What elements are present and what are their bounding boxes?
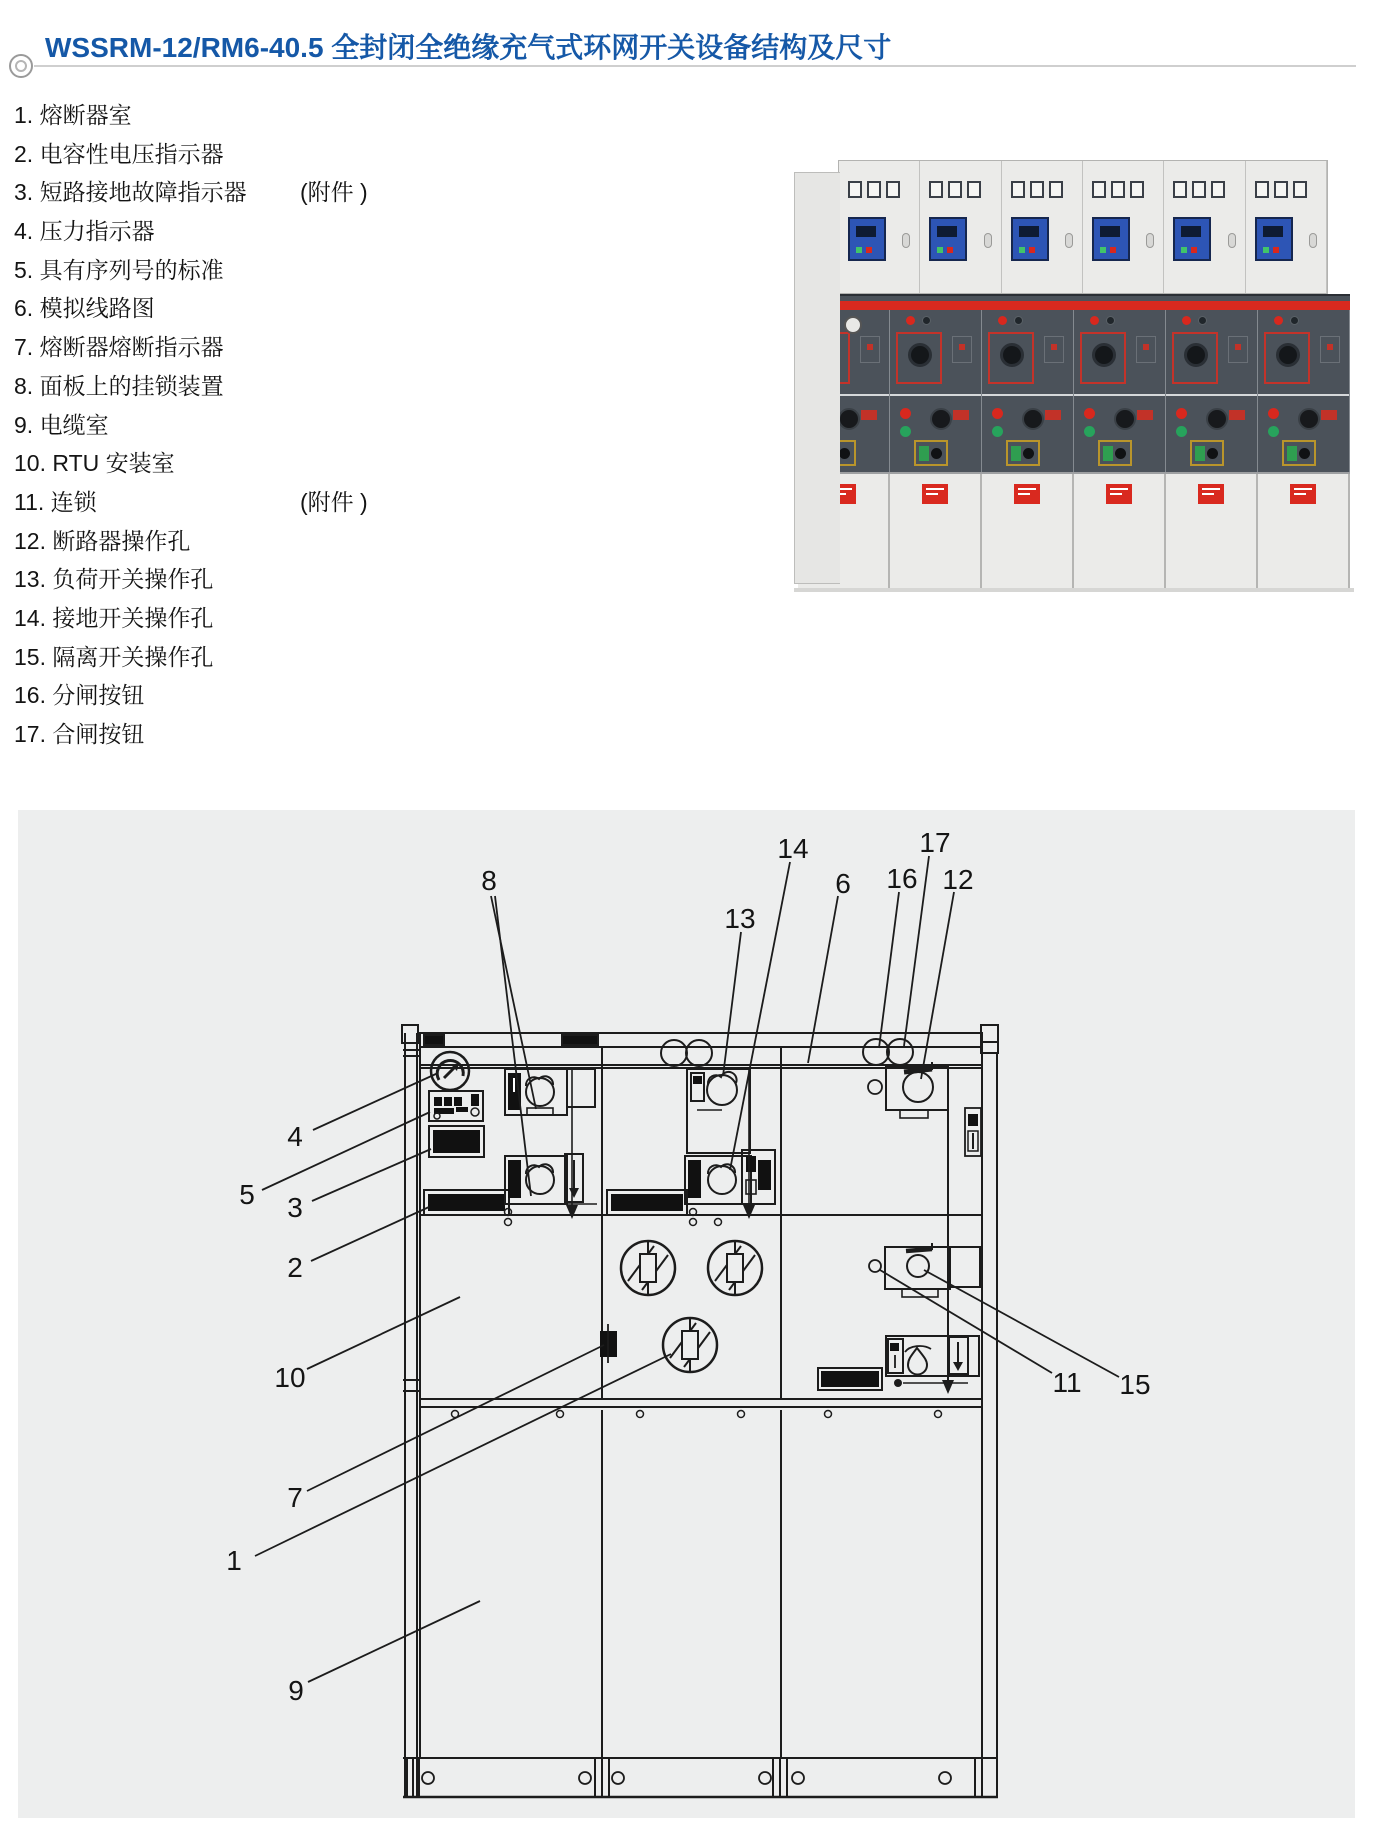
connector-green [1195, 446, 1205, 461]
meter-icon [1049, 181, 1063, 198]
meter-icon [948, 181, 962, 198]
parts-list-item: 6. 模拟线路图 [14, 295, 155, 322]
relay-red-led [947, 247, 953, 253]
fuse-knob-frame [1264, 332, 1310, 384]
red-tag [861, 410, 877, 420]
relay-green-led [1181, 247, 1187, 253]
open-button-icon [1268, 408, 1279, 419]
attachment-note: (附件 ) [300, 488, 368, 515]
fuse-knob-icon [1000, 343, 1024, 367]
meter-row [1173, 181, 1225, 198]
callout-4: 4 [287, 1121, 303, 1152]
callout-2: 2 [287, 1252, 303, 1283]
callout-1: 1 [226, 1545, 242, 1576]
close-button-icon [1268, 426, 1279, 437]
fuse-knob-frame [896, 332, 942, 384]
page-title: WSSRM-12/RM6-40.5 全封闭全绝缘充气式环网开关设备结构及尺寸 [45, 32, 892, 63]
connector-green [919, 446, 929, 461]
photo-cable-door [982, 474, 1074, 590]
bay-side-panel [1320, 336, 1340, 363]
parts-list-item: 10. RTU 安装室 [14, 450, 175, 477]
photo-instrument-box [1083, 161, 1164, 293]
breaker-operator-symbol [868, 1062, 948, 1118]
callout-7: 7 [287, 1482, 303, 1513]
fuse-knob-icon [1092, 343, 1116, 367]
connector-knob [839, 448, 850, 459]
bay-red-dot [1051, 344, 1057, 350]
callout-17: 17 [919, 827, 951, 858]
relay-red-led [1029, 247, 1035, 253]
fuse-window-2 [708, 1241, 762, 1295]
close-button-hole [887, 1039, 913, 1065]
photo-instrument-box [1246, 161, 1327, 293]
base-plinth [403, 1758, 998, 1797]
parts-list-item: 11. 连锁 (附件 ) [14, 483, 494, 522]
warning-label-icon [1198, 484, 1224, 504]
open-button-icon [992, 408, 1003, 419]
photo-bay [1166, 310, 1258, 472]
ring-decoration-inner [15, 60, 27, 72]
bay-side-panel [1136, 336, 1156, 363]
bay-red-dot [1235, 344, 1241, 350]
close-button-icon [1176, 426, 1187, 437]
mimic-line [890, 394, 981, 396]
fuse-knob-frame [1172, 332, 1218, 384]
close-button-icon [900, 426, 911, 437]
callout-10: 10 [274, 1362, 306, 1393]
relay-red-led [1273, 247, 1279, 253]
meter-icon [1293, 181, 1307, 198]
relay-red-led [1110, 247, 1116, 253]
header-divider [34, 65, 1356, 67]
open-button-icon [1176, 408, 1187, 419]
meter-icon [1255, 181, 1269, 198]
photo-side-wall [794, 172, 840, 584]
earth-switch-operator-left [505, 1154, 597, 1204]
parts-list-item: 15. 隔离开关操作孔 [14, 643, 214, 670]
relay-screen [1181, 226, 1201, 237]
relay-green-led [1100, 247, 1106, 253]
meter-icon [848, 181, 862, 198]
meter-icon [867, 181, 881, 198]
dark-indicator-icon [922, 316, 931, 325]
photo-cable-door [1166, 474, 1258, 590]
callout-14: 14 [777, 833, 809, 864]
connector-green [1011, 446, 1021, 461]
connector-green [1103, 446, 1113, 461]
photo-bay [1258, 310, 1350, 472]
meter-icon [1030, 181, 1044, 198]
ring-decoration-icon [9, 54, 33, 78]
photo-door-band [798, 472, 1350, 590]
relay-screen [1019, 226, 1039, 237]
fuse-window-1 [621, 1241, 675, 1295]
protection-relay-icon [929, 217, 967, 261]
parts-list-item: 16. 分闸按钮 [14, 682, 145, 709]
pressure-gauge-icon [844, 316, 862, 334]
meter-icon [1211, 181, 1225, 198]
photo-red-strip [798, 301, 1350, 310]
connector-box [1282, 440, 1316, 466]
parts-list-item: 1. 熔断器室 [14, 102, 132, 128]
meter-icon [929, 181, 943, 198]
photo-instrument-box [920, 161, 1001, 293]
meter-row [1011, 181, 1063, 198]
connector-knob [931, 448, 942, 459]
meter-icon [1011, 181, 1025, 198]
red-tag [1137, 410, 1153, 420]
fuse-knob-icon [1276, 343, 1300, 367]
parts-list-item: 14. 接地开关操作孔 [14, 604, 214, 631]
bay-red-dot [959, 344, 965, 350]
protection-relay-icon [1255, 217, 1293, 261]
bay-side-panel [860, 336, 880, 363]
red-indicator-icon [906, 316, 915, 325]
relay-green-led [937, 247, 943, 253]
meter-icon [967, 181, 981, 198]
photo-instrument-box [1002, 161, 1083, 293]
keyhole-icon [902, 233, 910, 248]
connector-knob [1023, 448, 1034, 459]
attachment-note: (附件 ) [300, 179, 368, 206]
cabinet-outline [402, 1025, 998, 1797]
parts-list [14, 96, 494, 754]
operator-knob-icon [930, 408, 952, 430]
callout-16: 16 [886, 863, 918, 894]
relay-screen [937, 226, 957, 237]
bay-red-dot [867, 344, 873, 350]
close-button-icon [1084, 426, 1095, 437]
photo-bays [798, 296, 1350, 472]
mimic-line [1258, 394, 1349, 396]
mimic-line [1074, 394, 1165, 396]
relay-screen [1100, 226, 1120, 237]
parts-list-item: 4. 压力指示器 [14, 218, 155, 245]
relay-green-led [1263, 247, 1269, 253]
keyhole-icon [984, 233, 992, 248]
keyhole-icon [1065, 233, 1073, 248]
open-button-icon [900, 408, 911, 419]
load-switch-operator-middle [687, 1069, 750, 1153]
structure-diagram [18, 810, 1355, 1818]
open-button-hole [863, 1039, 889, 1065]
parts-list-item: 13. 负荷开关操作孔 [14, 566, 214, 593]
parts-list-item: 12. 断路器操作孔 [14, 527, 191, 554]
connector-box [1190, 440, 1224, 466]
parts-list-item: 8. 面板上的挂锁装置 [14, 372, 224, 399]
photo-cable-door [1074, 474, 1166, 590]
warning-label-icon [1106, 484, 1132, 504]
warning-label-icon [922, 484, 948, 504]
red-tag [1321, 410, 1337, 420]
fuse-knob-icon [908, 343, 932, 367]
red-tag [1045, 410, 1061, 420]
callout-3: 3 [287, 1192, 303, 1223]
photo-bay [982, 310, 1074, 472]
relay-screen [1263, 226, 1283, 237]
parts-list-item: 9. 电缆室 [14, 411, 109, 438]
voltage-indicator-symbol-middle [607, 1190, 687, 1215]
close-button-icon [992, 426, 1003, 437]
keyhole-icon [1228, 233, 1236, 248]
red-tag [953, 410, 969, 420]
fault-indicator-symbol [429, 1126, 484, 1157]
connector-knob [1207, 448, 1218, 459]
meter-row [1092, 181, 1144, 198]
warning-label-icon [1290, 484, 1316, 504]
callout-5: 5 [239, 1179, 255, 1210]
switchgear-product-photo [668, 130, 1360, 592]
meter-icon [1111, 181, 1125, 198]
photo-hv-panel-band [798, 294, 1350, 472]
pressure-gauge-symbol [431, 1052, 469, 1090]
meter-icon [1274, 181, 1288, 198]
keyhole-icon [1146, 233, 1154, 248]
meter-row [848, 181, 900, 198]
operator-knob-icon [1206, 408, 1228, 430]
fuse-knob-frame [988, 332, 1034, 384]
red-tag [1229, 410, 1245, 420]
parts-list-item: 7. 熔断器熔断指示器 [14, 334, 224, 361]
photo-bay [1074, 310, 1166, 472]
bay-side-panel [952, 336, 972, 363]
operator-knob-icon [838, 408, 860, 430]
callout-8: 8 [481, 865, 497, 896]
serial-number-plate-symbol [429, 1091, 483, 1121]
meter-row [929, 181, 981, 198]
leader-lines [255, 856, 1119, 1682]
mimic-line [1166, 394, 1257, 396]
fuse-window-symbols [621, 1241, 762, 1372]
fuse-window-3 [663, 1318, 717, 1372]
connector-knob [1299, 448, 1310, 459]
bay-side-panel [1044, 336, 1064, 363]
warning-label-icon [1014, 484, 1040, 504]
mimic-line [982, 394, 1073, 396]
relay-green-led [1019, 247, 1025, 253]
red-indicator-icon [1274, 316, 1283, 325]
top-rail [420, 1035, 982, 1068]
operator-knob-icon [1022, 408, 1044, 430]
earth-switch-operator-middle [685, 1150, 775, 1204]
dark-indicator-icon [1014, 316, 1023, 325]
meter-row [1255, 181, 1307, 198]
dark-indicator-icon [1198, 316, 1207, 325]
connector-green [1287, 446, 1297, 461]
dark-indicator-icon [1106, 316, 1115, 325]
protection-relay-icon [1011, 217, 1049, 261]
meter-icon [886, 181, 900, 198]
photo-cable-door [890, 474, 982, 590]
callout-9: 9 [288, 1675, 304, 1706]
fuse-knob-icon [1184, 343, 1208, 367]
connector-knob [1115, 448, 1126, 459]
parts-list-item: 5. 具有序列号的标准 [14, 256, 224, 283]
connector-box [1098, 440, 1132, 466]
meter-icon [1173, 181, 1187, 198]
fuse-knob-frame [1080, 332, 1126, 384]
right-column-device [965, 1108, 981, 1156]
parts-list-item: 17. 合闸按钮 [14, 721, 145, 747]
bay-side-panel [1228, 336, 1248, 363]
relay-screen [856, 226, 876, 237]
red-indicator-icon [1090, 316, 1099, 325]
relay-green-led [856, 247, 862, 253]
earth-switch-symbol-right [818, 1336, 979, 1390]
operator-knob-icon [1114, 408, 1136, 430]
meter-icon [1092, 181, 1106, 198]
protection-relay-icon [848, 217, 886, 261]
callout-15: 15 [1119, 1369, 1151, 1400]
connector-box [1006, 440, 1040, 466]
callout-12: 12 [942, 864, 974, 895]
red-indicator-icon [1182, 316, 1191, 325]
photo-instrument-row [838, 160, 1328, 294]
photo-cable-door [1258, 474, 1350, 590]
open-button-icon [1084, 408, 1095, 419]
callout-11: 11 [1052, 1367, 1082, 1398]
bay-red-dot [1327, 344, 1333, 350]
connector-box [914, 440, 948, 466]
relay-red-led [1191, 247, 1197, 253]
parts-list-item: 3. 短路接地故障指示器 (附件 ) [14, 173, 494, 212]
parts-list-item: 2. 电容性电压指示器 [14, 140, 224, 167]
meter-icon [1192, 181, 1206, 198]
callout-6: 6 [835, 868, 851, 899]
photo-instrument-box [839, 161, 920, 293]
keyhole-icon [1309, 233, 1317, 248]
red-indicator-icon [998, 316, 1007, 325]
photo-instrument-box [1164, 161, 1245, 293]
dark-indicator-icon [1290, 316, 1299, 325]
relay-red-led [866, 247, 872, 253]
protection-relay-icon [1092, 217, 1130, 261]
photo-shadow [794, 588, 1354, 592]
callout-13: 13 [724, 903, 756, 934]
protection-relay-icon [1173, 217, 1211, 261]
meter-icon [1130, 181, 1144, 198]
operator-knob-icon [1298, 408, 1320, 430]
photo-bay [890, 310, 982, 472]
voltage-indicator-symbol [424, 1190, 509, 1215]
bay-red-dot [1143, 344, 1149, 350]
